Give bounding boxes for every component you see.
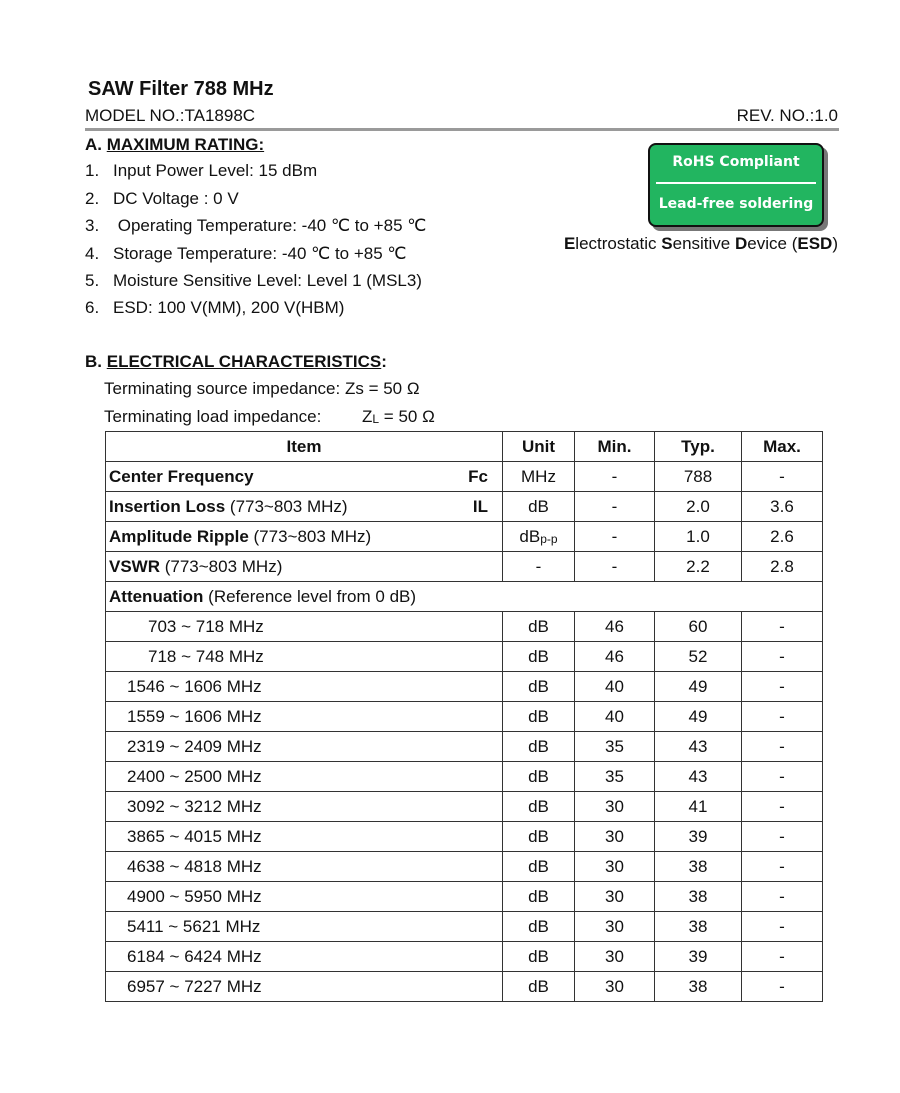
max-cell: - [742,462,823,492]
table-row-attenuation-band [106,732,823,762]
rating-text: Moisture Sensitive Level: Level 1 (MSL3) [113,271,422,290]
typ-cell: 38 [655,972,742,1002]
typ-cell: 52 [655,642,742,672]
item-cell [106,552,503,582]
unit-cell: dB [503,972,575,1002]
load-impedance-number: = 50 Ω [379,407,435,426]
source-impedance [104,379,420,399]
unit-cell [503,522,575,552]
min-cell: 46 [575,612,655,642]
rating-text: ESD: 100 V(MM), 200 V(HBM) [113,298,345,317]
rohs-badge [648,143,824,227]
max-cell: 2.8 [742,552,823,582]
unit-cell: dB [503,732,575,762]
esd-text: ensitive [672,234,735,253]
item-name: VSWR [109,556,160,576]
table-row-insertion-loss [106,492,823,522]
max-cell: - [742,882,823,912]
esd-abbreviation: ESD [797,234,833,253]
rating-number: 2. [85,189,100,208]
section-b-prefix: B. [85,352,107,371]
document-title: SAW Filter 788 MHz [88,78,274,100]
badge-divider [656,182,816,184]
max-cell: - [742,852,823,882]
table-row-attenuation-band [106,702,823,732]
min-cell: 30 [575,792,655,822]
section-a-title: MAXIMUM RATING: [106,135,265,154]
unit-cell: dB [503,762,575,792]
esd-letter-s: S [661,234,673,253]
typ-cell: 38 [655,912,742,942]
rating-item [85,216,426,236]
min-cell: 30 [575,822,655,852]
max-cell: - [742,822,823,852]
esd-letter-e: E [563,234,576,253]
section-electrical-heading [85,352,387,372]
table-row-attenuation-band [106,792,823,822]
min-cell: - [575,462,655,492]
min-cell: - [575,552,655,582]
esd-letter-d: D [735,234,748,253]
typ-cell: 60 [655,612,742,642]
min-cell: - [575,492,655,522]
rating-item [85,298,344,318]
band-range-cell: 2400 ~ 2500 MHz [106,762,503,792]
esd-text: evice ( [747,234,798,253]
rating-text: Operating Temperature: -40 ℃ to +85 ℃ [113,216,427,235]
min-cell: - [575,522,655,552]
typ-cell: 49 [655,702,742,732]
min-cell: 30 [575,912,655,942]
typ-cell: 2.0 [655,492,742,522]
table-row-attenuation-band [106,672,823,702]
max-cell: - [742,912,823,942]
attenuation-reference: (Reference level from 0 dB) [203,586,417,606]
band-range-cell: 3865 ~ 4015 MHz [106,822,503,852]
typ-cell: 49 [655,672,742,702]
min-cell: 30 [575,942,655,972]
section-b-colon: : [381,352,387,371]
min-cell: 30 [575,882,655,912]
table-header-row [106,432,823,462]
typ-cell: 38 [655,852,742,882]
max-cell: - [742,942,823,972]
load-impedance-value [362,407,435,427]
column-header-max: Max. [742,432,823,462]
band-range-cell: 718 ~ 748 MHz [106,642,503,672]
table-row-attenuation-band [106,612,823,642]
rohs-compliant-label: RoHS Compliant [672,154,800,170]
unit-cell: dB [503,672,575,702]
unit-cell: dB [503,642,575,672]
table-row-attenuation [106,582,823,612]
table-row-attenuation-band [106,852,823,882]
min-cell: 35 [575,732,655,762]
column-header-item: Item [106,432,503,462]
item-condition: (773~803 MHz) [225,496,348,516]
esd-text: ) [832,234,838,253]
load-impedance [104,407,444,427]
min-cell: 40 [575,702,655,732]
esd-warning [564,234,838,254]
max-cell: - [742,732,823,762]
min-cell: 40 [575,672,655,702]
min-cell: 35 [575,762,655,792]
load-impedance-label: Terminating load impedance: [104,407,322,426]
max-cell: - [742,642,823,672]
table-row-vswr [106,552,823,582]
item-condition: (773~803 MHz) [248,526,372,546]
max-cell: - [742,972,823,1002]
typ-cell: 39 [655,822,742,852]
band-range-cell: 1559 ~ 1606 MHz [106,702,503,732]
item-cell [106,462,503,492]
unit-cell: - [503,552,575,582]
band-range-cell: 2319 ~ 2409 MHz [106,732,503,762]
lead-free-label: Lead-free soldering [658,196,814,212]
unit-cell: dB [503,612,575,642]
load-z-subscript: L [372,412,380,426]
unit-cell: dB [503,882,575,912]
esd-text: lectrostatic [575,234,662,253]
revision-number: REV. NO.:1.0 [736,106,838,125]
band-range-cell: 4900 ~ 5950 MHz [106,882,503,912]
band-range-cell: 6184 ~ 6424 MHz [106,942,503,972]
max-cell: - [742,672,823,702]
section-a-heading [85,135,264,155]
max-cell: 3.6 [742,492,823,522]
item-symbol: Fc [468,467,488,486]
item-cell [106,522,503,552]
table-row-attenuation-band [106,882,823,912]
item-cell [106,492,503,522]
table-row-attenuation-band [106,912,823,942]
item-name: Insertion Loss [109,496,226,516]
item-name: Amplitude Ripple [109,526,249,546]
band-range-cell: 3092 ~ 3212 MHz [106,792,503,822]
max-cell: - [742,612,823,642]
rating-number: 4. [85,244,100,263]
band-range-cell: 5411 ~ 5621 MHz [106,912,503,942]
rating-item [85,161,317,181]
unit-cell: dB [503,792,575,822]
rating-number: 5. [85,271,100,290]
typ-cell: 43 [655,732,742,762]
source-impedance-value: Zs = 50 Ω [344,379,420,398]
rating-item [85,271,422,291]
rating-item [85,189,239,209]
section-b-title: ELECTRICAL CHARACTERISTICS [106,352,382,371]
model-number: MODEL NO.:TA1898C [85,106,256,125]
unit-cell: dB [503,822,575,852]
attenuation-heading-cell [106,582,823,612]
column-header-typ: Typ. [655,432,742,462]
unit-subscript: p-p [540,531,558,546]
unit-cell: dB [503,492,575,522]
table-row-amplitude-ripple [106,522,823,552]
rating-number: 1. [85,161,100,180]
typ-cell: 38 [655,882,742,912]
attenuation-title: Attenuation [109,586,204,606]
min-cell: 30 [575,852,655,882]
unit-cell: dB [503,702,575,732]
header-divider [85,128,839,131]
table-row-attenuation-band [106,762,823,792]
typ-cell: 2.2 [655,552,742,582]
table-row-attenuation-band [106,942,823,972]
rating-item [85,244,407,264]
section-maximum-rating [85,135,427,317]
item-symbol: IL [472,497,488,516]
max-cell: 2.6 [742,522,823,552]
rating-number: 3. [85,216,100,235]
min-cell: 46 [575,642,655,672]
max-cell: - [742,792,823,822]
band-range-cell: 1546 ~ 1606 MHz [106,672,503,702]
attenuation-bands [106,612,823,1002]
rating-text: Storage Temperature: -40 ℃ to +85 ℃ [113,244,407,263]
column-header-min: Min. [575,432,655,462]
typ-cell: 43 [655,762,742,792]
band-range-cell: 6957 ~ 7227 MHz [106,972,503,1002]
item-condition: (773~803 MHz) [160,556,283,576]
typ-cell: 1.0 [655,522,742,552]
band-range-cell: 4638 ~ 4818 MHz [106,852,503,882]
source-impedance-label: Terminating source impedance: [104,379,341,398]
section-a-prefix: A. [85,135,107,154]
unit-cell: dB [503,912,575,942]
rating-number: 6. [85,298,100,317]
typ-cell: 41 [655,792,742,822]
unit-cell: MHz [503,462,575,492]
item-name: Center Frequency [109,466,254,486]
min-cell: 30 [575,972,655,1002]
band-range-cell: 703 ~ 718 MHz [106,612,503,642]
rating-text: DC Voltage : 0 V [113,189,239,208]
rating-text: Input Power Level: 15 dBm [113,161,318,180]
unit-cell: dB [503,942,575,972]
max-cell: - [742,702,823,732]
unit-value: dB [519,526,541,546]
table-row-center-frequency [106,462,823,492]
table-row-attenuation-band [106,972,823,1002]
table-row-attenuation-band [106,642,823,672]
typ-cell: 39 [655,942,742,972]
typ-cell: 788 [655,462,742,492]
max-cell: - [742,762,823,792]
unit-cell: dB [503,852,575,882]
table-row-attenuation-band [106,822,823,852]
load-z-symbol: Z [362,407,373,426]
column-header-unit: Unit [503,432,575,462]
electrical-characteristics-table [105,431,823,1002]
